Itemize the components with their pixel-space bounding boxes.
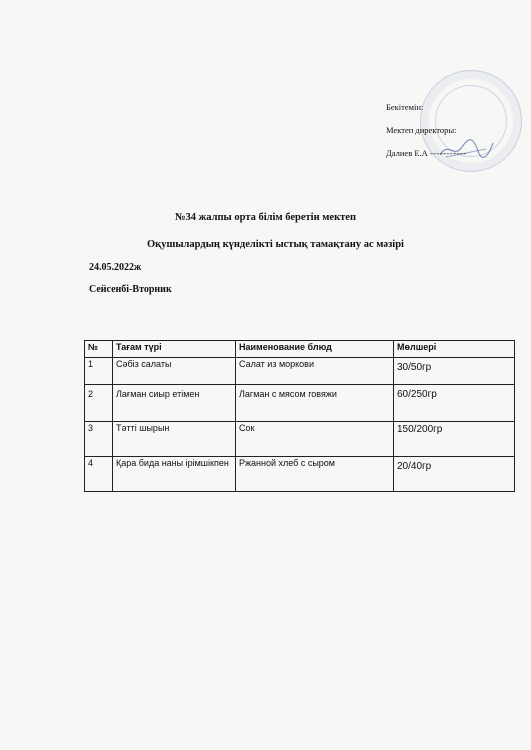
dish-type-kz: Лағман сиыр етімен xyxy=(113,385,236,422)
row-number: 1 xyxy=(85,358,113,385)
portion: 60/250гр xyxy=(394,385,515,422)
row-number: 3 xyxy=(85,422,113,457)
menu-date: 24.05.2022ж xyxy=(89,262,142,273)
portion: 20/40гр xyxy=(394,457,515,492)
table-row xyxy=(85,457,515,492)
column-header-number: № xyxy=(85,341,113,358)
menu-table xyxy=(84,340,515,492)
dish-name-ru: Сок xyxy=(236,422,394,457)
column-header-portion: Мөлшері xyxy=(394,341,515,358)
dish-name-ru: Салат из моркови xyxy=(236,358,394,385)
portion: 150/200гр xyxy=(394,422,515,457)
approved-label: Бекітемін: xyxy=(386,102,424,112)
column-header-dish-name-ru: Наименование блюд xyxy=(236,341,394,358)
menu-title: Оқушылардың күнделікті ыстық тамақтану ас мәзірі xyxy=(147,239,404,250)
row-number: 4 xyxy=(85,457,113,492)
director-name: Далиев Е.А xyxy=(386,148,428,158)
menu-day: Сейсенбі-Вторник xyxy=(89,284,172,295)
director-name-line xyxy=(386,148,526,159)
table-row xyxy=(85,422,515,457)
portion: 30/50гр xyxy=(394,358,515,385)
row-number: 2 xyxy=(85,385,113,422)
column-header-dish-type-kz: Тағам түрі xyxy=(113,341,236,358)
school-title: №34 жалпы орта білім беретін мектеп xyxy=(174,212,356,223)
dish-name-ru: Ржанной хлеб с сыром xyxy=(236,457,394,492)
dish-type-kz: Қара бида наны ірімшікпен xyxy=(113,457,236,492)
table-header-row xyxy=(85,341,515,358)
dish-type-kz: Сәбіз салаты xyxy=(113,358,236,385)
dish-type-kz: Тәтті шырын xyxy=(113,422,236,457)
table-row xyxy=(85,385,515,422)
signature-line: ----------- xyxy=(429,148,467,158)
director-label: Мектеп директоры: xyxy=(386,125,457,135)
approval-block xyxy=(386,102,526,171)
table-row xyxy=(85,358,515,385)
dish-name-ru: Лагман с мясом говяжи xyxy=(236,385,394,422)
